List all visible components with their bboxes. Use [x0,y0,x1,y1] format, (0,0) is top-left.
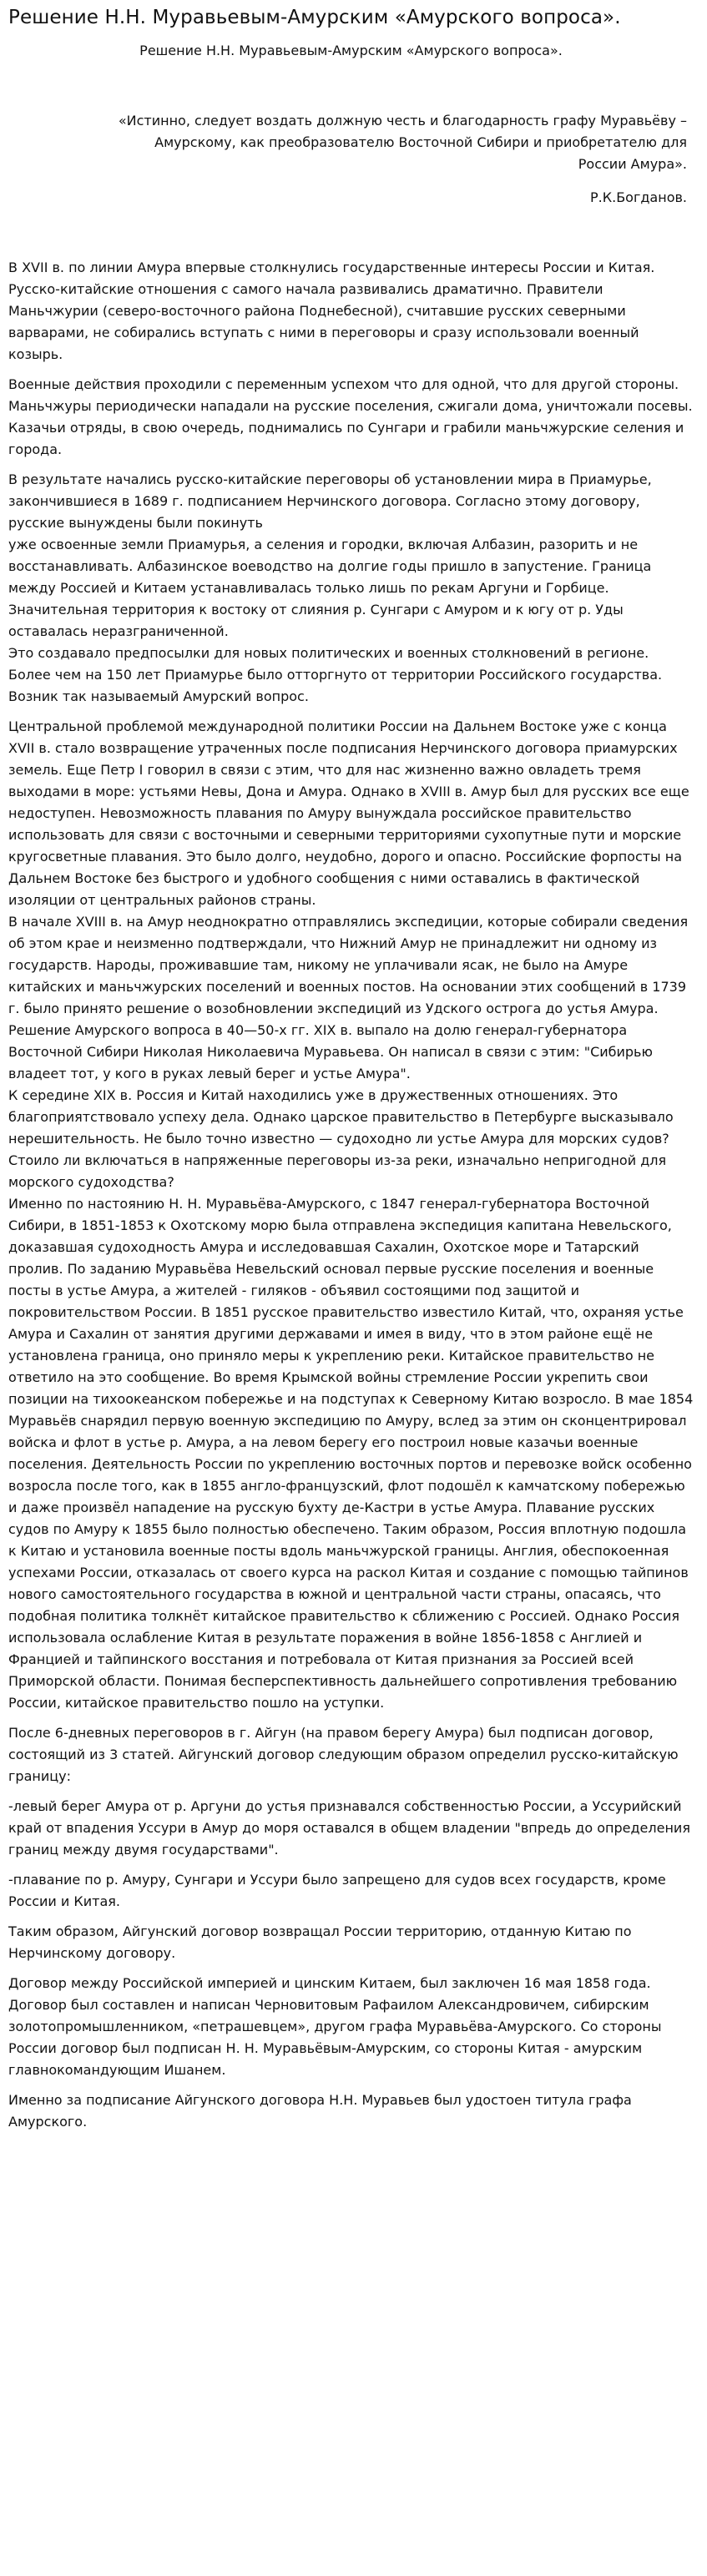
page-title: Решение Н.Н. Муравьевым-Амурским «Амурского вопроса». [8,7,621,28]
document-page [0,5,707,2133]
paragraph: После 6-дневных переговоров в г. Айгун (на правом берегу Амура) был подписан договор, состоящий из 3 статей. Айгунский договор следующим образом определил русско-китайскую границу: [8,1725,679,1784]
paragraph: Договор между Российской империей и цинским Китаем, был заключен 16 мая 1858 года. Договор был составлен и написан Черновитовым Рафаилом Александровичем, сибирским золотопромышленником, «петрашевцем», другом графа Муравьёва-Амурского. Со стороны России договор был подписан Н. Н. Муравьёвым-Амурским, со стороны Китая - амурским главнокомандующим Ишанем. [8,1975,662,2078]
epigraph-quote: «Истинно, следует воздать должную честь и благодарность графу Муравьёву – Амурскому, как преобразователю Восточной Сибири и приобретателю для России Амура». [118,113,687,172]
epigraph-author: Р.К.Богданов. [590,189,687,205]
page-subtitle: Решение Н.Н. Муравьевым-Амурским «Амурского вопроса». [139,43,563,58]
paragraph: В результате начались русско-китайские переговоры об установлении мира в Приамурье, закончившиеся в 1689 г. подписанием Нерчинского договора. Согласно этому договору, русские вынуждены были покинуть уже освоенные земли Приамурья, а селения и городки, включая Албазин, разорить и не восстанавливать. Албазинское воеводство на долгие годы пришло в запустение. Граница между Россией и Китаем устанавливалась только лишь по рекам Аргуни и Горбице. Значительная территория к востоку от слияния р. Сунгари с Амуром и к югу от р. Уды оставалась неразграниченной. Это создавало предпосылки для новых политических и военных столкновений в регионе. Более чем на 150 лет Приамурье было отторгнуто от территории Российского государства. Возник так называемый Амурский вопрос. [8,471,663,704]
paragraph: Военные действия проходили с переменным успехом что для одной, что для другой стороны. Маньчжуры периодически нападали на русские поселения, сжигали дома, уничтожали посевы. Казачьи отряды, в свою очередь, поднимались по Сунгари и грабили маньчжурские селения и города. [8,376,693,457]
list-item-paragraph: -плавание по р. Амуру, Сунгари и Уссури было запрещено для судов всех государств, кроме России и Китая. [8,1872,666,1909]
article-body [8,257,694,2133]
paragraph: Таким образом, Айгунский договор возвращал России территорию, отданную Китаю по Нерчинскому договору. [8,1923,632,1961]
list-item-paragraph: -левый берег Амура от р. Аргуни до устья признавался собственностью России, а Уссурийский край от впадения Уссури в Амур до моря оставался в общем владении "впредь до определения границ между двумя государствами". [8,1798,690,1858]
paragraph: Именно за подписание Айгунского договора Н.Н. Муравьев был удостоен титула графа Амурского. [8,2092,632,2130]
paragraph: В XVII в. по линии Амура впервые столкнулись государственные интересы России и Китая. Русско-китайские отношения с самого начала развивались драматично. Правители Маньчжурии (северо-восточного района Поднебесной), считавшие русских северными варварами, не собирались вступать с ними в переговоры и сразу использовали военный козырь. [8,260,655,362]
paragraph: Центральной проблемой международной политики России на Дальнем Востоке уже с конца XVII в. стало возвращение утраченных после подписания Нерчинского договора приамурских земель. Еще Петр I говорил в связи с этим, что для нас жизненно важно овладеть тремя выходами в море: устьями Невы, Дона и Амура. Однако в XVIII в. Амур был для русских все еще недоступен. Невозможность плавания по Амуру вынуждала российское правительство использовать для связи с восточными и северными территориями сухопутные пути и морские кругосветные плавания. Это было долго, неудобно, дорого и опасно. Российские форпосты на Дальнем Востоке без быстрого и удобного сообщения с ними оставались в фактической изоляции от центральных районов страны. В начале XVIII в. на Амур неоднократно отправлялись экспедиции, которые собирали сведения об этом крае и неизменно подтверждали, что Нижний Амур не принадлежит ни одному из государств. Народы, проживавшие там, никому не уплачивали ясак, не было на Амуре китайских и маньчжурских поселений и военных постов. На основании этих сообщений в 1739 г. было принято решение о возобновлении экспедиций из Удского острога до устья Амура. Решение Амурского вопроса в 40—50-х гг. XIX в. выпало на долю генерал-губернатора Восточной Сибири Николая Николаевича Муравьева. Он написал в связи с этим: "Сибирью владеет тот, у кого в руках левый берег и устье Амура". К середине XIX в. Россия и Китай находились уже в дружественных отношениях. Это благоприятствовало успеху дела. Однако царское правительство в Петербурге высказывало нерешительность. Не было точно известно — судоходно ли устье Амура для морских судов? Стоило ли включаться в напряженные переговоры из-за реки, изначально непригодной для морского судоходства? Именно по настоянию Н. Н. Муравьёва-Амурского, с 1847 генерал-губернатора Восточной Сибири, в 1851-1853 к Охотскому морю была отправлена экспедиция капитана Невельского, доказавшая судоходность Амура и исследовавшая Сахалин, Охотское море и Татарский пролив. По заданию Муравьёва Невельский основал первые русские поселения и военные посты в устье Амура, а жителей - гиляков - объявил состоящими под защитой и покровительством России. В 1851 русское правительство известило Китай, что, охраняя устье Амура и Сахалин от занятия другими державами и имея в виду, что в этом районе ещё не установлена граница, оно приняло меры к укреплению реки. Китайское правительство не ответило на это сообщение. Во время Крымской войны стремление России укрепить свои позиции на тихоокеанском побережье и на подступах к Северному Китаю возросло. В мае 1854 Муравьёв снарядил первую военную экспедицию по Амуру, вслед за этим он сконцентрировал войска и флот в устье р. Амура, а на левом берегу его построил новые казачьи военные поселения. Деятельность России по укреплению восточных портов и перевозке войск особенно возросла после того, как в 1855 англо-французский, флот подошёл к камчатскому побережью и даже произвёл нападение на русскую бухту де-Кастри в устье Амура. Плавание русских судов по Амуру к 1855 было полностью обеспечено. Таким образом, Россия вплотную подошла к Китаю и установила военные посты вдоль маньчжурской границы. Англия, обеспокоенная успехами России, отказалась от своего курса на раскол Китая и создание с помощью тайпинов нового самостоятельного государства в южной и центральной части страны, опасаясь, что подобная политика толкнёт китайское правительство к сближению с Россией. Однако Россия использовала ослабление Китая в результате поражения в войне 1856-1858 с Англией и Францией и тайпинского восстания и потребовала от Китая признания за Россией всей Приморской области. Понимая бесперспективность дальнейшего сопротивления требованию России, китайское правительство пошло на уступки. [8,718,694,1711]
